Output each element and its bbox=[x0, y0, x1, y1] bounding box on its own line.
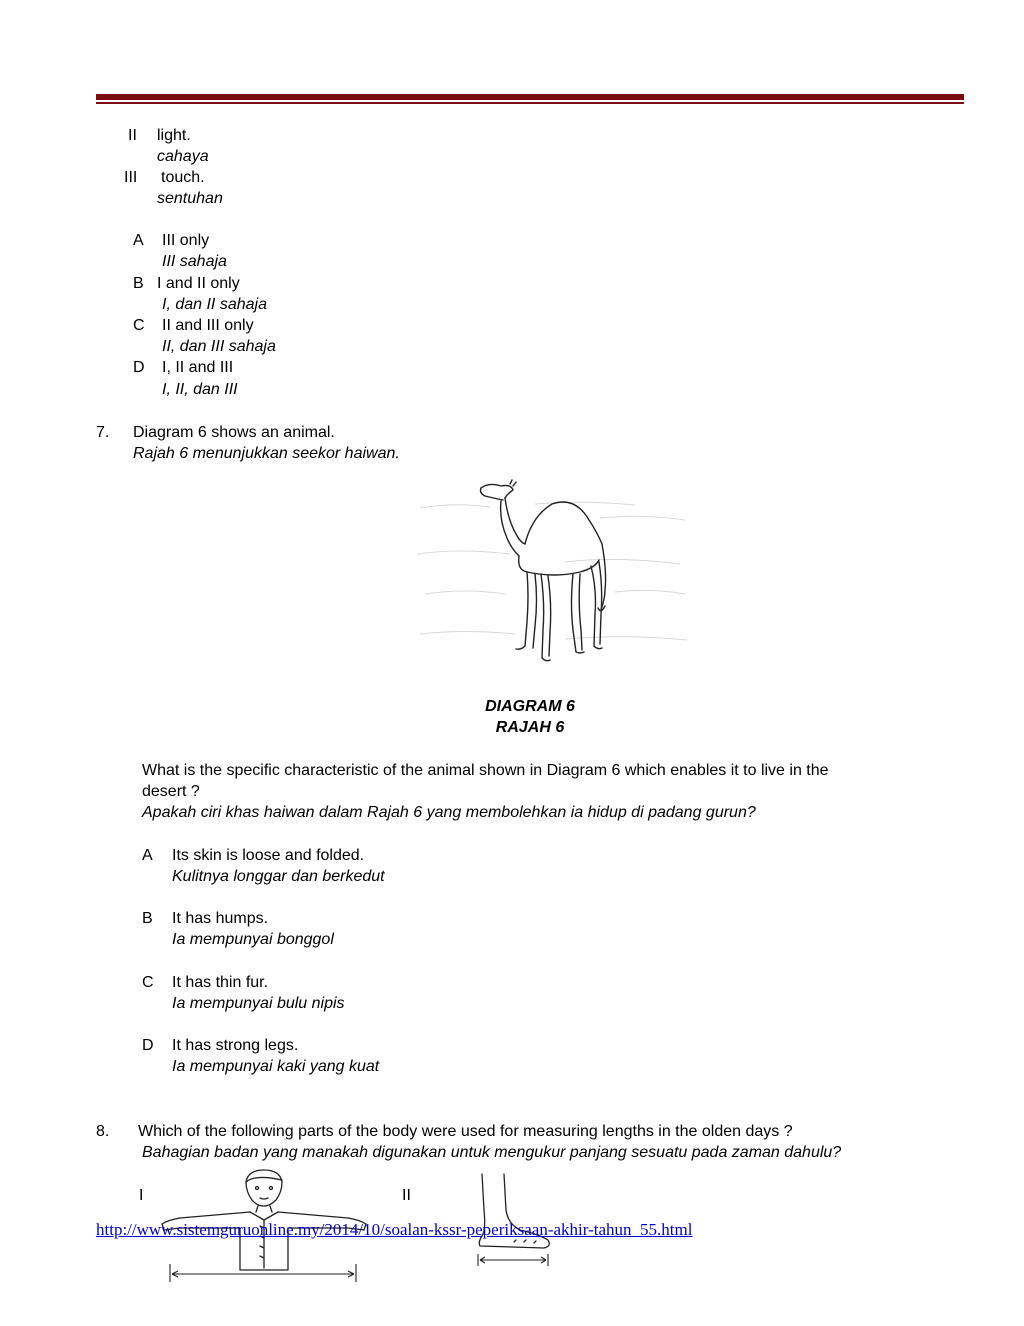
q7-option-a-letter: A bbox=[142, 847, 153, 864]
camel-illustration bbox=[415, 474, 690, 669]
q7-option-b-letter: B bbox=[142, 910, 153, 927]
q8-label-ii: II bbox=[402, 1187, 411, 1204]
q8-question-ms: Bahagian badan yang manakah digunakan untuk mengukur panjang sesuatu pada zaman dahulu? bbox=[142, 1144, 842, 1161]
q7-option-c-en: It has thin fur. bbox=[172, 974, 269, 991]
prev-option-a-ms: III sahaja bbox=[162, 253, 227, 270]
statement-2-ms: cahaya bbox=[157, 148, 209, 165]
diagram-6-caption-ms: RAJAH 6 bbox=[495, 719, 565, 736]
prev-option-b-en: I and II only bbox=[157, 275, 240, 292]
q7-option-a-en: Its skin is loose and folded. bbox=[172, 847, 365, 864]
prev-option-d-en: I, II and III bbox=[162, 359, 234, 376]
q7-option-d-letter: D bbox=[142, 1037, 154, 1054]
q7-question-ms: Apakah ciri khas haiwan dalam Rajah 6 yang membolehkan ia hidup di padang gurun? bbox=[142, 804, 756, 821]
q8-number: 8. bbox=[96, 1123, 110, 1140]
q7-intro-en: Diagram 6 shows an animal. bbox=[133, 424, 335, 441]
q7-option-c-ms: Ia mempunyai bulu nipis bbox=[172, 995, 345, 1012]
q7-intro-ms: Rajah 6 menunjukkan seekor haiwan. bbox=[133, 445, 400, 462]
q7-option-d-en: It has strong legs. bbox=[172, 1037, 299, 1054]
footer-source-link[interactable]: http://www.sistemguruonline.my/2014/10/soalan-kssr-peperiksaan-akhir-tahun_55.html bbox=[96, 1220, 693, 1239]
q7-option-c-letter: C bbox=[142, 974, 154, 991]
header-rule-thick bbox=[96, 94, 964, 100]
q7-option-d-ms: Ia mempunyai kaki yang kuat bbox=[172, 1058, 380, 1075]
q8-question-en: Which of the following parts of the body were used for measuring lengths in the olden days ? bbox=[138, 1123, 793, 1140]
statement-2-num: II bbox=[128, 127, 137, 144]
prev-option-c-letter: C bbox=[133, 317, 145, 334]
q7-question-en-line1: What is the specific characteristic of the animal shown in Diagram 6 which enables it to live in the bbox=[142, 762, 829, 779]
q7-option-b-en: It has humps. bbox=[172, 910, 269, 927]
prev-option-b-letter: B bbox=[133, 275, 144, 292]
q7-number: 7. bbox=[96, 424, 110, 441]
prev-option-b-ms: I, dan II sahaja bbox=[162, 296, 267, 313]
q8-label-i: I bbox=[139, 1187, 144, 1204]
diagram-6-caption-en: DIAGRAM 6 bbox=[485, 698, 575, 715]
prev-option-d-ms: I, II, dan III bbox=[162, 381, 238, 398]
q7-question-en-line2: desert ? bbox=[142, 783, 200, 800]
q7-option-b-ms: Ia mempunyai bonggol bbox=[172, 931, 334, 948]
prev-option-c-ms: II, dan III sahaja bbox=[162, 338, 276, 355]
prev-option-a-letter: A bbox=[133, 232, 144, 249]
statement-3-num: III bbox=[124, 169, 138, 186]
statement-2-en: light. bbox=[157, 127, 191, 144]
q7-option-a-ms: Kulitnya longgar dan berkedut bbox=[172, 868, 385, 885]
statement-3-ms: sentuhan bbox=[157, 190, 223, 207]
header-rule-thin bbox=[96, 102, 964, 104]
prev-option-d-letter: D bbox=[133, 359, 145, 376]
prev-option-a-en: III only bbox=[162, 232, 210, 249]
statement-3-en: touch. bbox=[161, 169, 205, 186]
prev-option-c-en: II and III only bbox=[162, 317, 254, 334]
